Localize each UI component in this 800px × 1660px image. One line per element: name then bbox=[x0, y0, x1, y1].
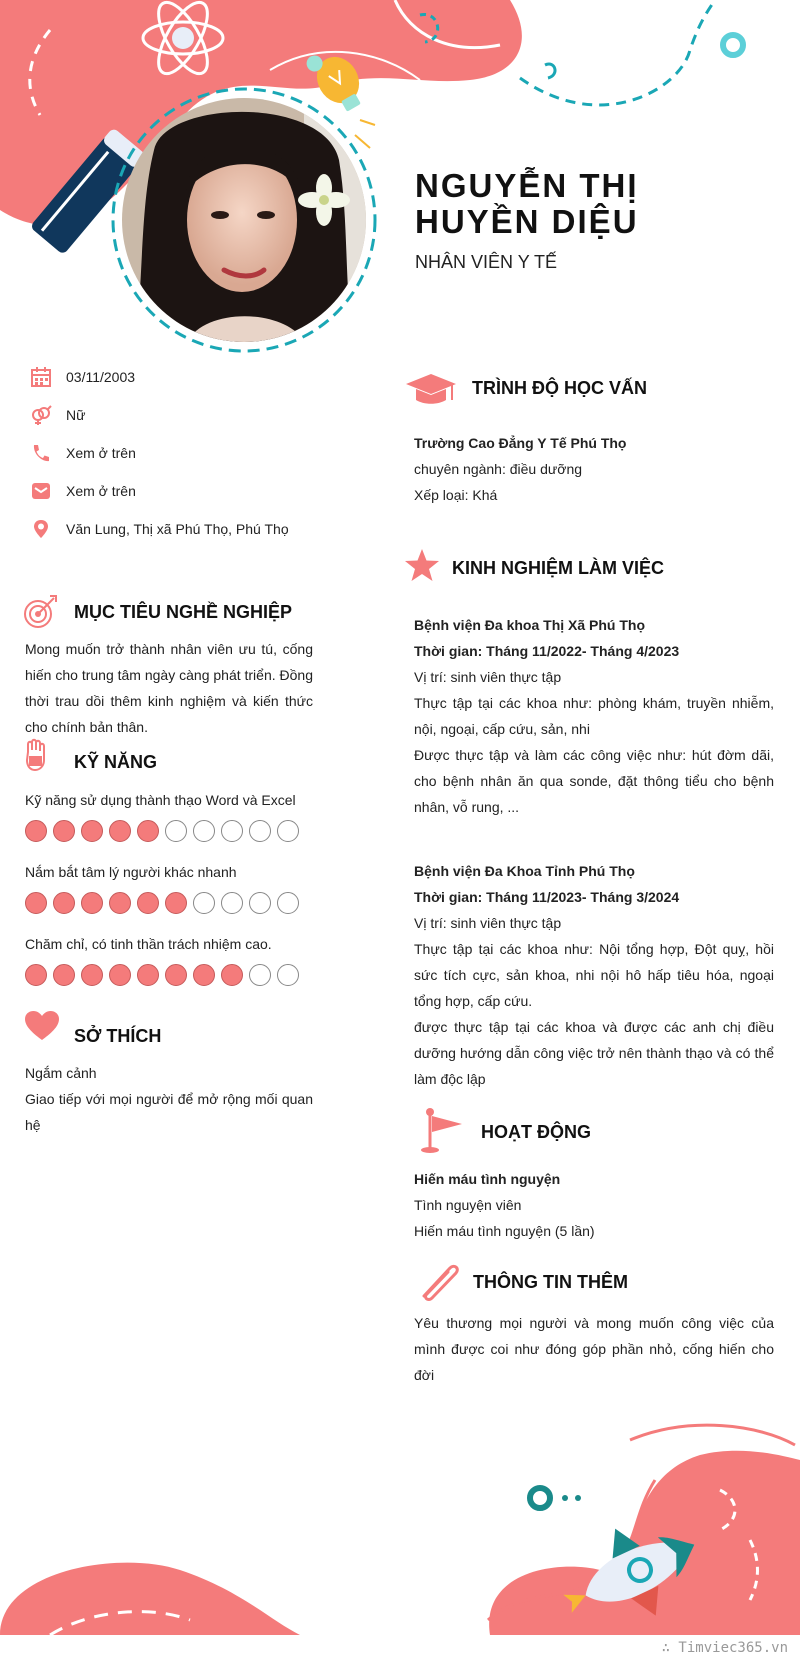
rating-dot-filled bbox=[165, 892, 187, 914]
activity-role: Tình nguyện viên bbox=[414, 1197, 522, 1213]
job-time: Thời gian: Tháng 11/2023- Tháng 3/2024 bbox=[414, 889, 680, 905]
rating-dot-filled bbox=[81, 964, 103, 986]
email-icon bbox=[30, 480, 52, 502]
rating-dot-filled bbox=[109, 820, 131, 842]
job-position: Vị trí: sinh viên thực tập bbox=[414, 669, 562, 685]
location-pin-icon bbox=[30, 518, 52, 540]
rating-dot-filled bbox=[109, 964, 131, 986]
experience-job bbox=[414, 612, 774, 820]
rating-dot-filled bbox=[137, 964, 159, 986]
activities-title: HOẠT ĐỘNG bbox=[481, 1122, 591, 1142]
skills-title: KỸ NĂNG bbox=[74, 752, 158, 772]
grade: Xếp loại: Khá bbox=[414, 487, 498, 503]
skill-label: Chăm chỉ, có tinh thần trách nhiệm cao. bbox=[25, 936, 272, 952]
job-company: Bệnh viện Đa Khoa Tỉnh Phú Thọ bbox=[414, 863, 635, 879]
calendar-icon bbox=[30, 366, 52, 388]
objective-text bbox=[25, 636, 313, 740]
hand-icon bbox=[24, 738, 50, 772]
rating-dot-empty bbox=[165, 820, 187, 842]
footer-decoration bbox=[0, 1420, 800, 1660]
job-desc: Thực tập tại các khoa như: Nội tổng hợp, Đột quỵ, hồi sức tích cực, sản khoa, nhi nội hô hấp tiêu hóa, ngoại tổng hợp, cấp cứu. bbox=[414, 941, 774, 1009]
skill-label: Nắm bắt tâm lý người khác nhanh bbox=[25, 864, 237, 880]
rating-dot-filled bbox=[25, 820, 47, 842]
flag-icon bbox=[418, 1106, 466, 1154]
graduation-cap-icon bbox=[404, 372, 458, 408]
job-time: Thời gian: Tháng 11/2022- Tháng 4/2023 bbox=[414, 643, 680, 659]
heart-icon bbox=[24, 1010, 60, 1042]
phone-icon bbox=[30, 442, 52, 464]
experience-title: KINH NGHIỆM LÀM VIỆC bbox=[452, 558, 665, 578]
job-position: Vị trí: sinh viên thực tập bbox=[414, 915, 562, 931]
school-name: Trường Cao Đẳng Y Tế Phú Thọ bbox=[414, 435, 627, 451]
rating-dot-filled bbox=[25, 892, 47, 914]
rating-dot-filled bbox=[81, 820, 103, 842]
address-value: Văn Lung, Thị xã Phú Thọ, Phú Thọ bbox=[66, 521, 289, 537]
activity-name: Hiến máu tình nguyện bbox=[414, 1171, 561, 1187]
gender-value: Nữ bbox=[66, 407, 86, 423]
paperclip-icon bbox=[414, 1258, 462, 1304]
job-desc: Được thực tập và làm các công việc như: hút đờm dãi, cho bệnh nhân ăn qua sonde, đặt thông tiểu cho bệnh nhân, vỗ rung, ... bbox=[414, 747, 774, 815]
phone-value: Xem ở trên bbox=[66, 445, 136, 461]
additional-paragraph: Yêu thương mọi người và mong muốn công việc của mình được coi như đóng góp phần nhỏ, cống hiến cho đời bbox=[414, 1315, 774, 1383]
rating-dot-empty bbox=[249, 820, 271, 842]
gender-icon bbox=[30, 404, 52, 426]
hobby-item: Ngắm cảnh bbox=[25, 1065, 97, 1081]
education-block bbox=[414, 430, 774, 508]
major: chuyên ngành: điều dưỡng bbox=[414, 461, 583, 477]
avatar bbox=[114, 90, 374, 350]
job-desc: được thực tập tại các khoa và được các anh chị điều dưỡng hướng dẫn công việc trở nên thành thạo và có thể làm độc lập bbox=[414, 1019, 774, 1087]
rating-dot-empty bbox=[249, 892, 271, 914]
job-title: NHÂN VIÊN Y TẾ bbox=[415, 252, 558, 272]
objective-paragraph: Mong muốn trở thành nhân viên ưu tú, cống hiến cho trung tâm ngày càng phát triển. Đồng thời trau dồi thêm kinh nghiệm và kiến thức cho chính bản thân. bbox=[25, 641, 313, 735]
hobby-item: Giao tiếp với mọi người để mở rộng mối quan hệ bbox=[25, 1091, 313, 1133]
job-company: Bệnh viện Đa khoa Thị Xã Phú Thọ bbox=[414, 617, 646, 633]
watermark: ∴ Timviec365.vn bbox=[661, 1640, 788, 1656]
rating-dot-filled bbox=[137, 892, 159, 914]
activities-block bbox=[414, 1166, 774, 1244]
rating-dot-empty bbox=[193, 892, 215, 914]
rating-dot-filled bbox=[137, 820, 159, 842]
rating-dot-empty bbox=[277, 892, 299, 914]
objective-title: MỤC TIÊU NGHỀ NGHIỆP bbox=[74, 602, 293, 622]
job-desc: Thực tập tại các khoa như: phòng khám, truyền nhiễm, nội, ngoại, cấp cứu, sản, nhi bbox=[414, 695, 774, 737]
experience-job bbox=[414, 858, 774, 1092]
rating-dot-filled bbox=[109, 892, 131, 914]
rating-dot-empty bbox=[249, 964, 271, 986]
rating-dot-filled bbox=[221, 964, 243, 986]
skill-label: Kỹ năng sử dụng thành thạo Word và Excel bbox=[25, 792, 296, 808]
rating-dot-empty bbox=[277, 964, 299, 986]
candidate-name: NGUYỄN THỊ HUYỀN DIỆU bbox=[415, 167, 639, 240]
rating-dot-empty bbox=[221, 892, 243, 914]
education-title: TRÌNH ĐỘ HỌC VẤN bbox=[472, 378, 647, 398]
star-icon bbox=[404, 548, 440, 582]
rating-dot-empty bbox=[277, 820, 299, 842]
rating-dot-empty bbox=[193, 820, 215, 842]
rating-dot-filled bbox=[193, 964, 215, 986]
hobbies-list bbox=[25, 1060, 313, 1138]
additional-text bbox=[414, 1310, 774, 1388]
additional-title: THÔNG TIN THÊM bbox=[473, 1272, 628, 1292]
target-icon bbox=[22, 594, 58, 630]
rating-dot-filled bbox=[53, 820, 75, 842]
activity-detail: Hiến máu tình nguyện (5 lần) bbox=[414, 1223, 595, 1239]
hobbies-title: SỞ THÍCH bbox=[74, 1026, 162, 1046]
email-value: Xem ở trên bbox=[66, 483, 136, 499]
rating-dot-filled bbox=[25, 964, 47, 986]
rating-dot-filled bbox=[53, 964, 75, 986]
rating-dot-filled bbox=[53, 892, 75, 914]
rating-dot-filled bbox=[165, 964, 187, 986]
rating-dot-filled bbox=[81, 892, 103, 914]
birthday-value: 03/11/2003 bbox=[66, 369, 136, 385]
rating-dot-empty bbox=[221, 820, 243, 842]
